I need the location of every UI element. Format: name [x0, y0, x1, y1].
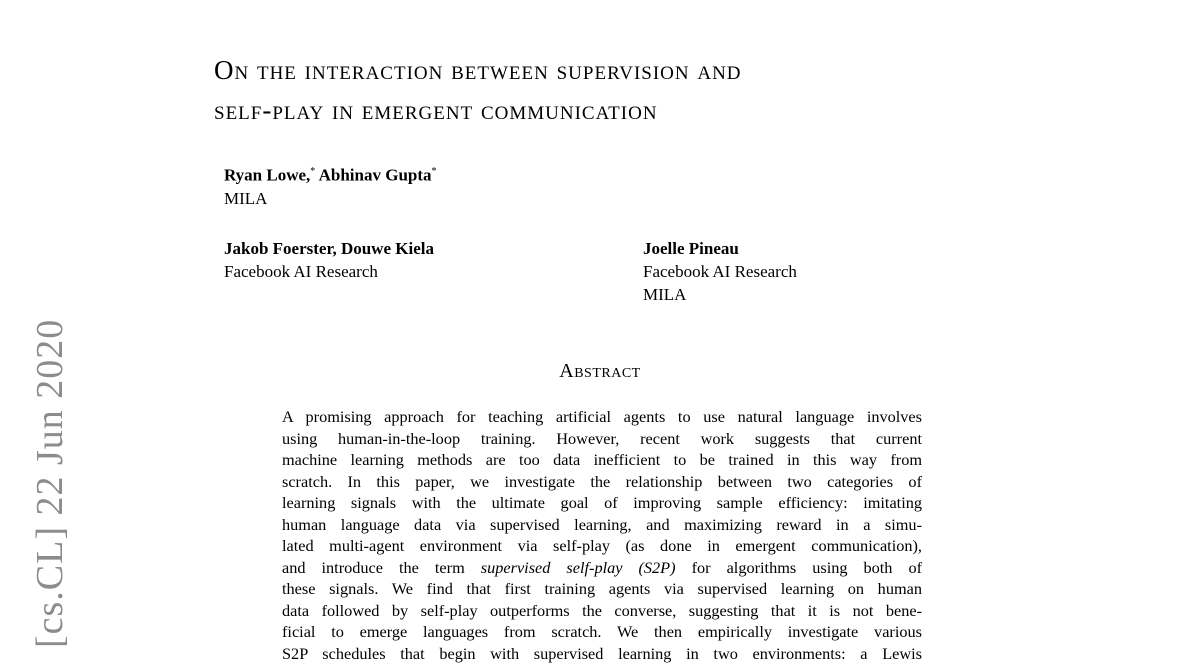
abstract-line: using human-in-the-loop training. However, recent work suggests that current — [282, 428, 922, 448]
abstract-line: scratch. In this paper, we investigate the relationship between two categories of — [282, 471, 922, 491]
s2p-term: supervised self-play (S2P) — [480, 557, 676, 577]
abstract-line: and introduce the term supervised self-play (S2P) for algorithms using both of — [282, 557, 923, 577]
arxiv-stamp-text: [cs.CL] 22 Jun 2020 — [29, 318, 71, 648]
abstract-line: these signals. We find that first training agents via supervised learning on human — [282, 579, 922, 598]
author-names: Jakob Foerster, Douwe Kiela — [224, 239, 434, 258]
author-affiliation: Facebook AI Research — [224, 262, 378, 281]
abstract-line: data followed by self-play outperforms the converse, suggesting that it is not bene- — [282, 600, 922, 620]
abstract-line: ficial to emerge languages from scratch. We then empirically investigate various — [282, 622, 922, 641]
abstract-line: A promising approach for teaching artificial agents to use natural language involves — [282, 407, 922, 426]
abstract-body — [282, 406, 923, 663]
author-affiliation: MILA — [224, 188, 268, 208]
author-names: Joelle Pineau — [643, 239, 739, 258]
author-affiliation: MILA — [643, 285, 687, 304]
abstract-line: machine learning methods are too data inefficient to be trained in this way from — [282, 450, 922, 469]
abstract-line: learning signals with the ultimate goal of improving sample efficiency: imitating — [282, 493, 922, 512]
author-block-1 — [224, 160, 437, 210]
author-block-2 — [224, 237, 434, 283]
title-line-2: self-play in emergent communication — [214, 95, 658, 125]
abstract-line: lated multi-agent environment via self-play (as done in emergent communication), — [282, 536, 922, 555]
author-affiliation: Facebook AI Research — [643, 262, 797, 281]
author-names: Ryan Lowe,* Abhinav Gupta* — [224, 165, 437, 185]
title-line-1: On the interaction between supervision and — [214, 55, 742, 85]
paper-title — [214, 50, 1004, 130]
abstract-heading: Abstract — [559, 360, 641, 382]
abstract-line: human language data via supervised learning, and maximizing reward in a simu- — [282, 514, 922, 534]
abstract-line-cut: S2P schedules that begin with supervised learning in two environments: a Lewis — [282, 643, 922, 663]
author-block-3 — [643, 237, 797, 306]
